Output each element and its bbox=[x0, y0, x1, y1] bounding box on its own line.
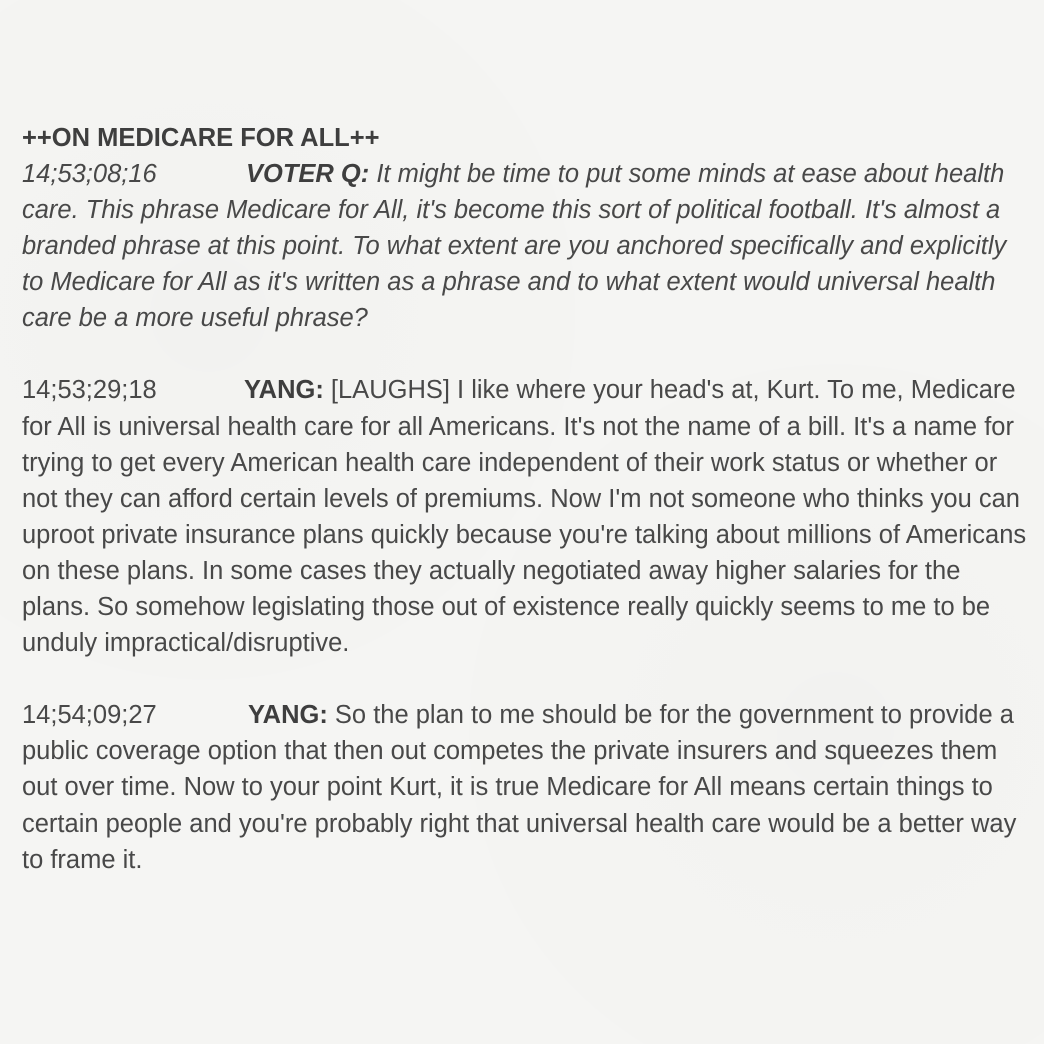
entry-text: So the plan to me should be for the government to provide a public coverage option that then out competes the private insurers and squeezes them out over time. Now to your point Kurt, it is true Medicare for All means certain things to certain people and you're probably right that universal health care would be a better way to frame it. bbox=[22, 701, 1017, 874]
transcript-page bbox=[22, 120, 1027, 914]
entry-text: It might be time to put some minds at ease about health care. This phrase Medicare for All, it's become this sort of political football. It's almost a branded phrase at this point. To what extent are you anchored specifically and explicitly to Medicare for All as it's written as a phrase and to what extent would universal health care be a more useful phrase? bbox=[22, 160, 1007, 333]
speaker-label: YANG: bbox=[248, 701, 328, 730]
transcript-entry-yang-2 bbox=[22, 697, 1027, 877]
timestamp: 14;53;08;16 bbox=[22, 160, 157, 188]
transcript-entry-voter-q bbox=[22, 156, 1027, 336]
timestamp: 14;53;29;18 bbox=[22, 376, 157, 405]
entry-text: [LAUGHS] I like where your head's at, Kurt. To me, Medicare for All is universal health care for all Americans. It's not the name of a bill. It's a name for trying to get every American health care independent of their work status or whether or not they can afford certain levels of premiums. Now I'm not someone who thinks you can uproot private insurance plans quickly because you're talking about millions of Americans on these plans. In some cases they actually negotiated away higher salaries for the plans. So somehow legislating those out of existence really quickly seems to me to be unduly impractical/disruptive. bbox=[22, 376, 1027, 658]
speaker-label: YANG: bbox=[244, 376, 324, 405]
section-heading: ++ON MEDICARE FOR ALL++ bbox=[22, 124, 380, 152]
transcript-entry-yang-1 bbox=[22, 372, 1027, 661]
speaker-label: VOTER Q: bbox=[246, 160, 370, 188]
timestamp: 14;54;09;27 bbox=[22, 701, 157, 730]
